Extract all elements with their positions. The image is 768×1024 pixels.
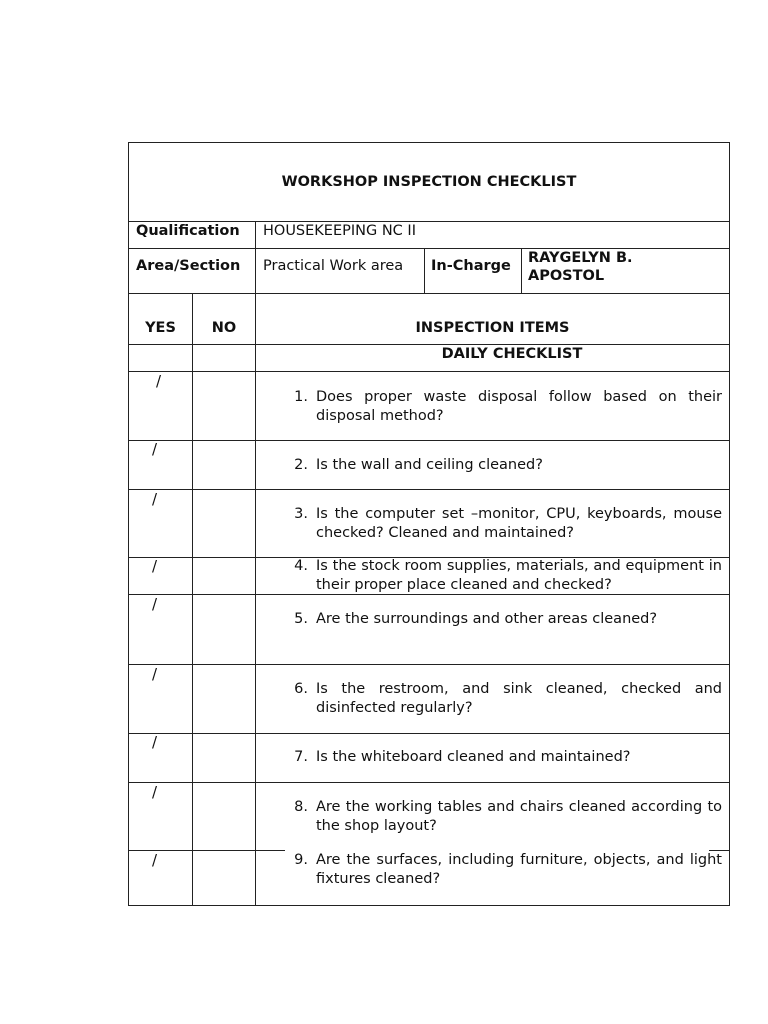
yes-mark-3: / bbox=[152, 490, 158, 508]
item-text: Are the working tables and chairs cleaned according to the shop layout? bbox=[316, 799, 722, 834]
item-text: Does proper waste disposal follow based on their disposal method? bbox=[316, 389, 722, 424]
item-number: 8. bbox=[294, 799, 308, 815]
item-text: Is the computer set –monitor, CPU, keyboards, mouse checked? Cleaned and maintained? bbox=[316, 506, 722, 541]
item-number: 5. bbox=[294, 611, 308, 627]
item-number: 1. bbox=[294, 389, 308, 405]
row-divider bbox=[129, 594, 729, 595]
qualification-label: Qualification bbox=[136, 223, 240, 239]
inspection-item-1 bbox=[286, 388, 722, 425]
in-charge-name-line1: RAYGELYN B. bbox=[528, 250, 633, 266]
yes-mark-8: / bbox=[152, 783, 158, 801]
yes-mark-2: / bbox=[152, 440, 158, 458]
item-number: 6. bbox=[294, 681, 308, 697]
row-divider bbox=[129, 371, 729, 372]
inspection-item-4 bbox=[286, 557, 722, 594]
row-divider bbox=[129, 248, 729, 249]
in-charge-name-line2: APOSTOL bbox=[528, 268, 605, 284]
item-text: Is the restroom, and sink cleaned, checked and disinfected regularly? bbox=[316, 681, 722, 716]
row-divider bbox=[129, 293, 729, 294]
inspection-item-8 bbox=[286, 798, 722, 835]
qualification-value: HOUSEKEEPING NC II bbox=[263, 223, 416, 239]
in-charge-name bbox=[521, 249, 633, 285]
area-section-label: Area/Section bbox=[136, 258, 241, 274]
item-number: 2. bbox=[294, 457, 308, 473]
yes-mark-1: / bbox=[156, 372, 162, 390]
inspection-item-7 bbox=[286, 748, 722, 767]
yes-mark-5: / bbox=[152, 595, 158, 613]
row-divider bbox=[129, 733, 729, 734]
no-column-header: NO bbox=[211, 320, 237, 336]
column-divider bbox=[192, 293, 193, 905]
inspection-item-3 bbox=[286, 505, 722, 542]
page-title: WORKSHOP INSPECTION CHECKLIST bbox=[281, 174, 577, 190]
inspection-item-5 bbox=[286, 610, 722, 629]
row-divider bbox=[129, 664, 729, 665]
item-text: Is the whiteboard cleaned and maintained? bbox=[316, 749, 631, 765]
inspection-item-9 bbox=[286, 851, 722, 888]
item-number: 3. bbox=[294, 506, 308, 522]
row-divider bbox=[129, 489, 729, 490]
row-divider bbox=[129, 782, 729, 783]
inspection-checklist-table bbox=[128, 142, 730, 906]
yes-mark-4: / bbox=[152, 557, 158, 575]
inspection-item-2 bbox=[286, 456, 722, 475]
item-number: 4. bbox=[294, 558, 308, 574]
yes-mark-9: / bbox=[152, 851, 158, 869]
area-section-value: Practical Work area bbox=[263, 258, 404, 274]
daily-checklist-heading: DAILY CHECKLIST bbox=[441, 346, 583, 362]
item-number: 9. bbox=[294, 852, 308, 868]
inspection-items-header: INSPECTION ITEMS bbox=[415, 320, 570, 336]
item-text: Are the surfaces, including furniture, objects, and light fixtures cleaned? bbox=[316, 852, 722, 887]
yes-mark-7: / bbox=[152, 733, 158, 751]
item-text: Is the wall and ceiling cleaned? bbox=[316, 457, 543, 473]
row-divider bbox=[129, 440, 729, 441]
yes-column-header: YES bbox=[145, 320, 176, 336]
item-text: Are the surroundings and other areas cleaned? bbox=[316, 611, 658, 627]
inspection-item-6 bbox=[286, 680, 722, 717]
in-charge-label: In-Charge bbox=[431, 258, 511, 274]
item-number: 7. bbox=[294, 749, 308, 765]
yes-mark-6: / bbox=[152, 665, 158, 683]
item-text: Is the stock room supplies, materials, and equipment in their proper place cleaned and checked? bbox=[316, 558, 722, 593]
